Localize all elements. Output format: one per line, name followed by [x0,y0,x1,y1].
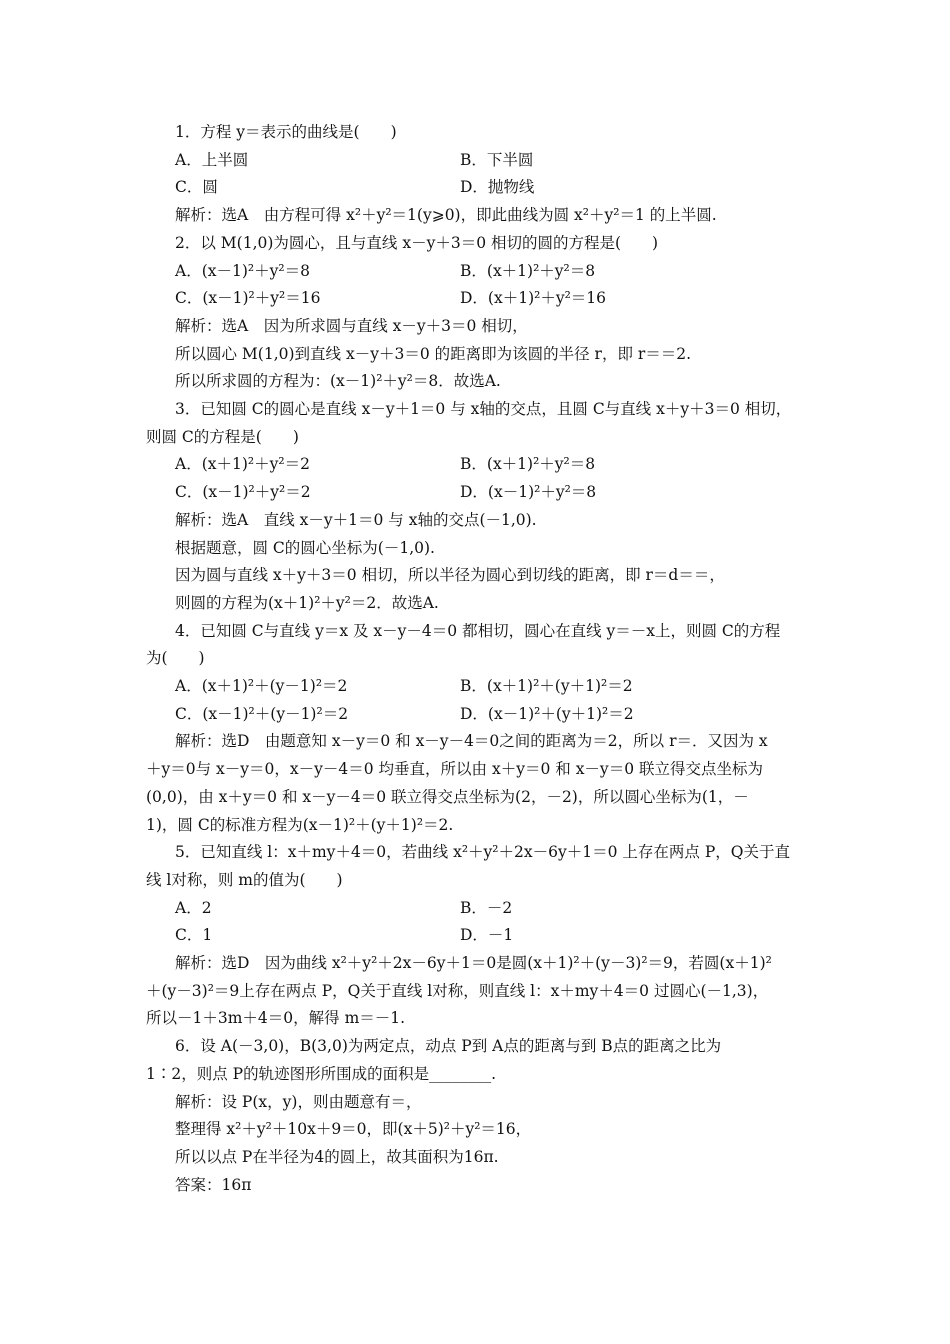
text-line: C．1 [175,926,213,944]
option-right: B．－2 [460,899,513,917]
option-right: D．(x－1)²＋y²＝8 [460,483,597,501]
text-line: 线 l对称，则 m的值为( ) [146,871,343,889]
option-right: B．(x＋1)²＋(y＋1)²＝2 [460,677,633,695]
text-line: A．2 [175,899,212,917]
text-line: 6．设 A(－3,0)，B(3,0)为两定点，动点 P到 A点的距离与到 B点的距离之比为 [175,1037,722,1055]
text-line: 3．已知圆 C的圆心是直线 x－y＋1＝0 与 x轴的交点，且圆 C与直线 x＋y＋3＝0 相切， [175,400,792,418]
text-line: 1)，圆 C的标准方程为(x－1)²＋(y＋1)²＝2. [146,816,454,834]
text-line: A．(x＋1)²＋y²＝2 [175,455,310,473]
text-line: 则圆 C的方程是( ) [146,428,299,446]
text-line: C．圆 [175,178,218,196]
text-line: 5．已知直线 l：x＋my＋4＝0，若曲线 x²＋y²＋2x－6y＋1＝0 上存在两点 P，Q关于直 [175,843,790,861]
option-right: B．(x＋1)²＋y²＝8 [460,262,596,280]
text-line: ＋(y－3)²＝9上存在两点 P，Q关于直线 l对称，则直线 l：x＋my＋4＝0 过圆心(－1,3)， [146,982,769,1000]
text-line: 为( ) [146,649,205,667]
text-line: C．(x－1)²＋(y－1)²＝2 [175,705,349,723]
text-line: 1．方程 y＝表示的曲线是( ) [175,123,397,141]
option-right: D．(x＋1)²＋y²＝16 [460,289,607,307]
text-line: 解析：设 P(x，y)，则由题意有＝， [175,1093,422,1111]
text-line: 所以以点 P在半径为4的圆上，故其面积为16π. [175,1148,499,1166]
text-line: 答案：16π [175,1176,252,1194]
text-line: 解析：选A 直线 x－y＋1＝0 与 x轴的交点(－1,0). [175,511,537,529]
text-line: 根据题意，圆 C的圆心坐标为(－1,0). [175,539,435,557]
text-line: 所以圆心 M(1,0)到直线 x－y＋3＝0 的距离即为该圆的半径 r，即 r＝＝2. [175,345,692,363]
text-line: 解析：选D 因为曲线 x²＋y²＋2x－6y＋1＝0是圆(x＋1)²＋(y－3)²＝9，若圆(x＋1)² [175,954,772,972]
option-right: D．抛物线 [460,178,535,196]
text-line: A．(x＋1)²＋(y－1)²＝2 [175,677,348,695]
text-line: A．(x－1)²＋y²＝8 [175,262,310,280]
text-line: 解析：选A 由方程可得 x²＋y²＝1(y⩾0)，即此曲线为圆 x²＋y²＝1 的上半圆. [175,206,717,224]
text-line: 4．已知圆 C与直线 y＝x 及 x－y－4＝0 都相切，圆心在直线 y＝－x上，则圆 C的方程 [175,622,781,640]
text-line: A．上半圆 [175,151,249,169]
text-line: 1∶2，则点 P的轨迹图形所围成的面积是________. [146,1065,497,1083]
option-right: D．－1 [460,926,514,944]
text-line: (0,0)，由 x＋y＝0 和 x－y－4＝0 联立得交点坐标为(2，－2)，所以圆心坐标为(1，－ [146,788,749,806]
text-line: ＋y＝0与 x－y＝0，x－y－4＝0 均垂直，所以由 x＋y＝0 和 x－y＝0 联立得交点坐标为 [146,760,763,778]
text-line: 解析：选A 因为所求圆与直线 x－y＋3＝0 相切， [175,317,528,335]
text-line: C．(x－1)²＋y²＝16 [175,289,321,307]
text-line: 2．以 M(1,0)为圆心，且与直线 x－y＋3＝0 相切的圆的方程是( ) [175,234,659,252]
text-line: 所以－1＋3m＋4＝0，解得 m＝－1. [146,1009,406,1027]
text-line: 则圆的方程为(x＋1)²＋y²＝2．故选A. [175,594,439,612]
text-line: 解析：选D 由题意知 x－y＝0 和 x－y－4＝0之间的距离为＝2，所以 r＝．又因为 x [175,732,768,750]
option-right: D．(x－1)²＋(y＋1)²＝2 [460,705,634,723]
option-right: B．下半圆 [460,151,534,169]
text-line: 因为圆与直线 x＋y＋3＝0 相切，所以半径为圆心到切线的距离，即 r＝d＝＝， [175,566,725,584]
text-line: C．(x－1)²＋y²＝2 [175,483,311,501]
option-right: B．(x＋1)²＋y²＝8 [460,455,596,473]
text-line: 整理得 x²＋y²＋10x＋9＝0，即(x＋5)²＋y²＝16， [175,1120,532,1138]
text-line: 所以所求圆的方程为：(x－1)²＋y²＝8．故选A. [175,372,501,390]
